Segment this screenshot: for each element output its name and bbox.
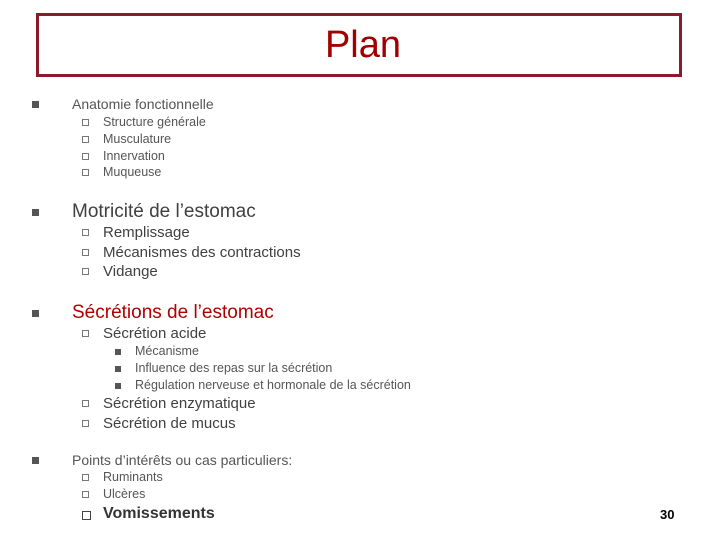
list-item: Sécrétion acide <box>103 325 207 342</box>
section-anatomie: Anatomie fonctionnelle <box>72 96 214 112</box>
square-bullet-icon <box>115 383 121 389</box>
list-item: Vidange <box>103 263 158 280</box>
hollow-square-bullet-icon <box>82 400 89 407</box>
list-item: Structure générale <box>103 115 206 129</box>
square-bullet-icon <box>32 209 39 216</box>
hollow-square-bullet-icon <box>82 169 89 176</box>
hollow-square-bullet-icon <box>82 330 89 337</box>
page-number: 30 <box>660 507 675 522</box>
hollow-square-bullet-icon <box>82 491 89 498</box>
hollow-square-bullet-icon <box>82 119 89 126</box>
square-bullet-icon <box>32 457 39 464</box>
list-item: Vomissements <box>103 505 215 522</box>
list-item: Régulation nerveuse et hormonale de la sécrétion <box>135 378 411 392</box>
list-item: Remplissage <box>103 224 190 241</box>
square-bullet-icon <box>115 349 121 355</box>
section-points-interets: Points d’intérêts ou cas particuliers: <box>72 452 293 468</box>
slide-title: Plan <box>324 24 401 66</box>
list-item: Musculature <box>103 132 172 146</box>
list-item: Ruminants <box>103 470 163 484</box>
list-item: Sécrétion de mucus <box>103 415 236 432</box>
hollow-square-bullet-icon <box>82 511 91 520</box>
square-bullet-icon <box>32 310 39 317</box>
hollow-square-bullet-icon <box>82 229 89 236</box>
list-item: Sécrétion enzymatique <box>103 395 256 412</box>
section-secretions: Sécrétions de l’estomac <box>72 302 274 323</box>
square-bullet-icon <box>32 101 39 108</box>
list-item: Mécanisme <box>135 344 199 358</box>
hollow-square-bullet-icon <box>82 153 89 160</box>
list-item: Mécanismes des contractions <box>103 244 301 261</box>
hollow-square-bullet-icon <box>82 268 89 275</box>
section-motricite: Motricité de l’estomac <box>72 201 256 222</box>
list-item: Ulcères <box>103 487 146 501</box>
hollow-square-bullet-icon <box>82 420 89 427</box>
title-box <box>36 13 682 77</box>
hollow-square-bullet-icon <box>82 136 89 143</box>
hollow-square-bullet-icon <box>82 474 89 481</box>
square-bullet-icon <box>115 366 121 372</box>
list-item: Muqueuse <box>103 165 162 179</box>
hollow-square-bullet-icon <box>82 249 89 256</box>
list-item: Innervation <box>103 149 165 163</box>
list-item: Influence des repas sur la sécrétion <box>135 361 333 375</box>
